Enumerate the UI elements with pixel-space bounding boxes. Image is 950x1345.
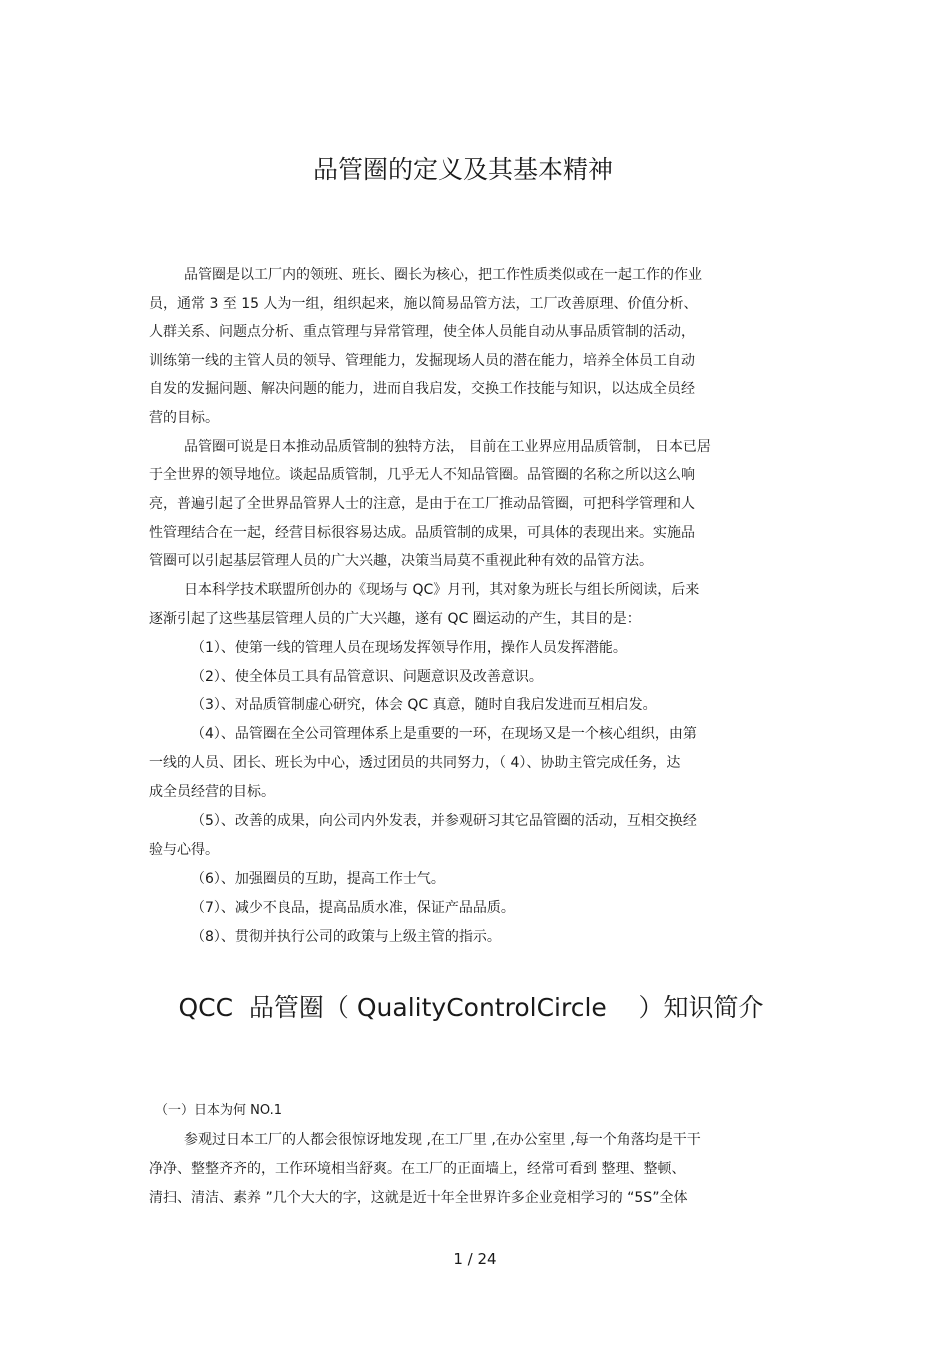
list-item: （1）、使第一线的管理人员在现场发挥领导作用，操作人员发挥潜能。 xyxy=(191,640,627,656)
paragraph-line: 日本科学技术联盟所创办的《现场与 QC》月刊，其对象为班长与组长所阅读，后来 xyxy=(184,582,700,598)
paragraph-line: 性管理结合在一起，经营目标很容易达成。品质管制的成果，可具体的表现出来。实施品 xyxy=(149,525,695,541)
paragraph-line: 营的目标。 xyxy=(149,410,219,426)
paragraph-line: 品管圈是以工厂内的领班、班长、圈长为核心，把工作性质类似或在一起工作的作业 xyxy=(184,267,702,283)
paragraph-line: 逐渐引起了这些基层管理人员的广大兴趣，遂有 QC 圈运动的产生，其目的是： xyxy=(149,611,641,627)
paragraph-line: 清扫、清洁、素养 ”几个大大的字，这就是近十年全世界许多企业竞相学习的 “5S”全体 xyxy=(149,1190,688,1206)
paragraph-line: 净净、整整齐齐的，工作环境相当舒爽。在工厂的正面墙上，经常可看到 整理、整顿、 xyxy=(149,1161,686,1177)
paragraph-line: 于全世界的领导地位。谈起品质管制，几乎无人不知品管圈。品管圈的名称之所以这么响 xyxy=(149,467,695,483)
list-item: （5）、改善的成果，向公司内外发表，并参观研习其它品管圈的活动，互相交换经 xyxy=(191,813,697,829)
list-item: （3）、对品质管制虚心研究，体会 QC 真意，随时自我启发进而互相启发。 xyxy=(191,697,657,713)
paragraph-line: 亮，普遍引起了全世界品管界人士的注意，是由于在工厂推动品管圈，可把科学管理和人 xyxy=(149,496,695,512)
paragraph-line: 验与心得。 xyxy=(149,842,219,858)
paragraph-line: 自发的发掘问题、解决问题的能力，进而自我启发，交换工作技能与知识，以达成全员经 xyxy=(149,381,695,397)
paragraph-line: 成全员经营的目标。 xyxy=(149,784,275,800)
section-title: QCC 品管圈（ QualityControlCircle ）知识简介 xyxy=(178,993,764,1022)
paragraph-line: 人群关系、问题点分析、重点管理与异常管理，使全体人员能自动从事品质管制的活动， xyxy=(149,324,695,340)
list-item: （4）、品管圈在全公司管理体系上是重要的一环，在现场又是一个核心组织，由第 xyxy=(191,726,697,742)
subsection-heading: （一）日本为何 NO.1 xyxy=(155,1103,282,1118)
paragraph-line: 训练第一线的主管人员的领导、管理能力，发掘现场人员的潜在能力，培养全体员工自动 xyxy=(149,353,695,369)
paragraph-line: 参观过日本工厂的人都会很惊讶地发现 ,在工厂里 ,在办公室里 ,每一个角落均是干干 xyxy=(184,1132,701,1148)
paragraph-line: 员，通常 3 至 15 人为一组，组织起来，施以简易品管方法，工厂改善原理、价值分析、 xyxy=(149,296,698,312)
list-item: （6）、加强圈员的互助，提高工作士气。 xyxy=(191,871,445,887)
list-item: （7）、减少不良品，提高品质水准，保证产品品质。 xyxy=(191,900,515,916)
list-item: （2）、使全体员工具有品管意识、问题意识及改善意识。 xyxy=(191,669,543,685)
page-number: 1 / 24 xyxy=(453,1250,497,1268)
paragraph-line: 管圈可以引起基层管理人员的广大兴趣，决策当局莫不重视此种有效的品管方法。 xyxy=(149,553,653,569)
list-item: （8）、贯彻并执行公司的政策与上级主管的指示。 xyxy=(191,929,501,945)
page-title: 品管圈的定义及其基本精神 xyxy=(312,155,613,184)
paragraph-line: 品管圈可说是日本推动品质管制的独特方法， 目前在工业界应用品质管制， 日本已居 xyxy=(184,439,711,455)
paragraph-line: 一线的人员、团长、班长为中心，透过团员的共同努力，（ 4）、协助主管完成任务，达 xyxy=(149,755,681,771)
